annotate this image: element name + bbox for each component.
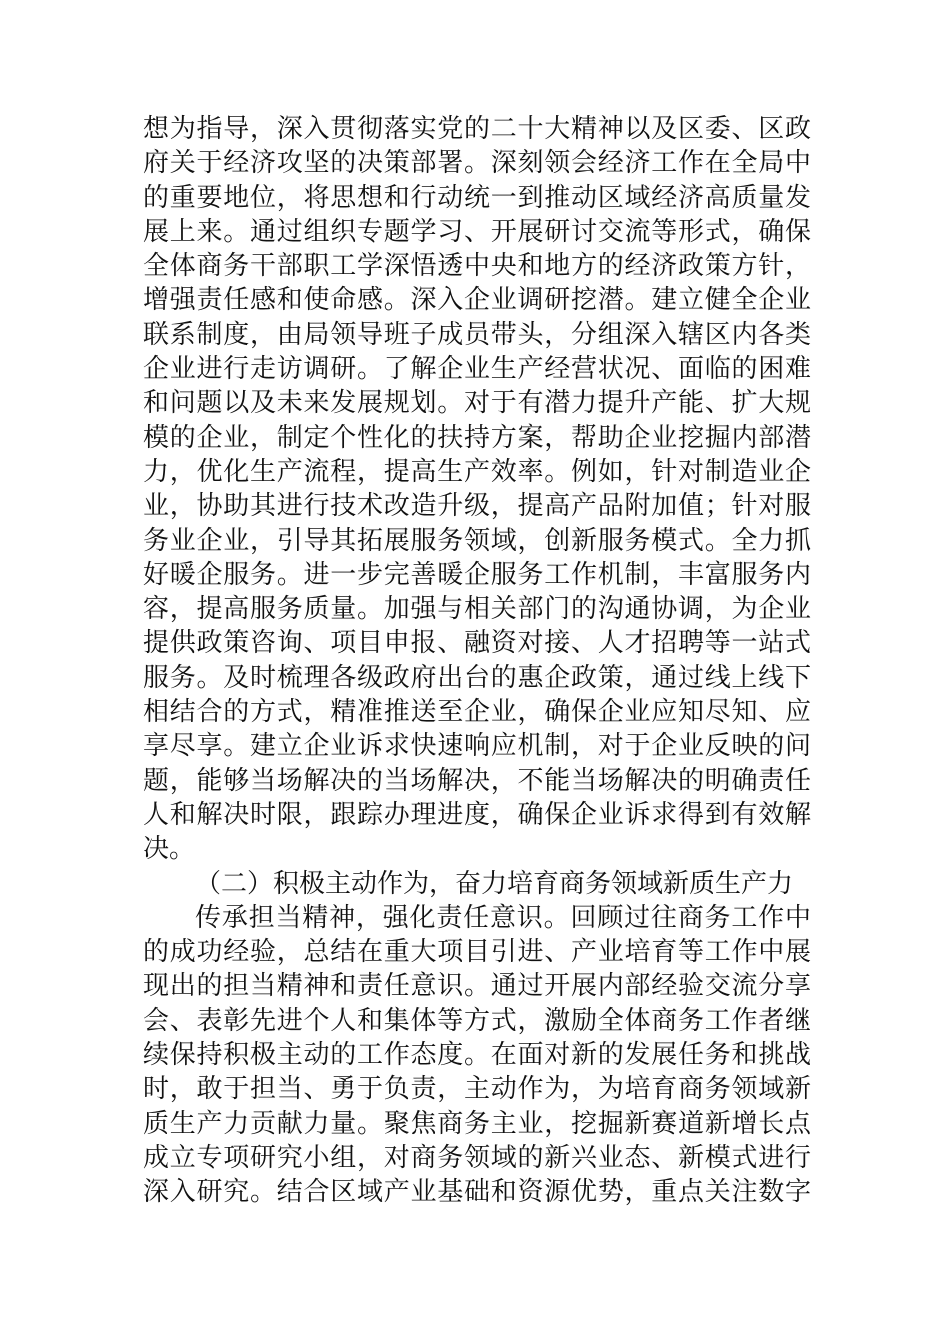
text-line: 的重要地位，将思想和行动统一到推动区域经济高质量发 [143,182,811,213]
text-line: 想为指导，深入贯彻落实党的二十大精神以及区委、区政 [143,114,811,144]
text-line: 时，敢于担当、勇于负责，主动作为，为培育商务领域新 [143,1074,811,1105]
text-line: 质生产力贡献力量。聚焦商务主业，挖掘新赛道新增长点 [143,1108,811,1139]
text-line: 提供政策咨询、项目申报、融资对接、人才招聘等一站式 [143,628,811,659]
section-heading: （二）积极主动作为，奋力培育商务领域新质生产力 [195,868,794,899]
text-line: 务业企业，引导其拓展服务领域，创新服务模式。全力抓 [143,525,811,556]
text-line: 题，能够当场解决的当场解决，不能当场解决的明确责任 [143,765,811,796]
text-line: 相结合的方式，精准推送至企业，确保企业应知尽知、应 [143,697,811,728]
text-line: 服务。及时梳理各级政府出台的惠企政策，通过线上线下 [143,662,811,693]
document-body [143,112,811,1210]
text-line: 和问题以及未来发展规划。对于有潜力提升产能、扩大规 [143,388,811,419]
text-line: 业，协助其进行技术改造升级，提高产品附加值；针对服 [143,491,811,522]
text-line: 模的企业，制定个性化的扶持方案，帮助企业挖掘内部潜 [143,422,811,453]
section-heading-block [143,867,811,901]
paragraph-1 [143,112,811,867]
text-line: 会、表彰先进个人和集体等方式，激励全体商务工作者继 [143,1005,811,1036]
text-line: 决。 [143,834,196,865]
text-line: 联系制度，由局领导班子成员带头，分组深入辖区内各类 [143,319,811,350]
text-line: 好暖企服务。进一步完善暖企服务工作机制，丰富服务内 [143,559,811,590]
text-line: 续保持积极主动的工作态度。在面对新的发展任务和挑战 [143,1040,811,1071]
text-line: 的成功经验，总结在重大项目引进、产业培育等工作中展 [143,937,811,968]
text-line: 成立专项研究小组，对商务领域的新兴业态、新模式进行 [143,1142,811,1173]
text-line: 传承担当精神，强化责任意识。回顾过往商务工作中 [195,902,811,933]
text-line: 深入研究。结合区域产业基础和资源优势，重点关注数字 [143,1177,811,1208]
text-line: 容，提高服务质量。加强与相关部门的沟通协调，为企业 [143,594,811,625]
text-line: 展上来。通过组织专题学习、开展研讨交流等形式，确保 [143,216,811,247]
text-line: 全体商务干部职工学深悟透中央和地方的经济政策方针， [143,251,811,282]
text-line: 人和解决时限，跟踪办理进度，确保企业诉求得到有效解 [143,799,811,830]
text-line: 享尽享。建立企业诉求快速响应机制，对于企业反映的问 [143,731,811,762]
text-line: 增强责任感和使命感。深入企业调研挖潜。建立健全企业 [143,285,811,316]
text-line: 现出的担当精神和责任意识。通过开展内部经验交流分享 [143,971,811,1002]
paragraph-2 [143,901,811,1210]
text-line: 府关于经济攻坚的决策部署。深刻领会经济工作在全局中 [143,148,811,179]
text-line: 力，优化生产流程，提高生产效率。例如，针对制造业企 [143,456,811,487]
text-line: 企业进行走访调研。了解企业生产经营状况、面临的困难 [143,354,811,385]
